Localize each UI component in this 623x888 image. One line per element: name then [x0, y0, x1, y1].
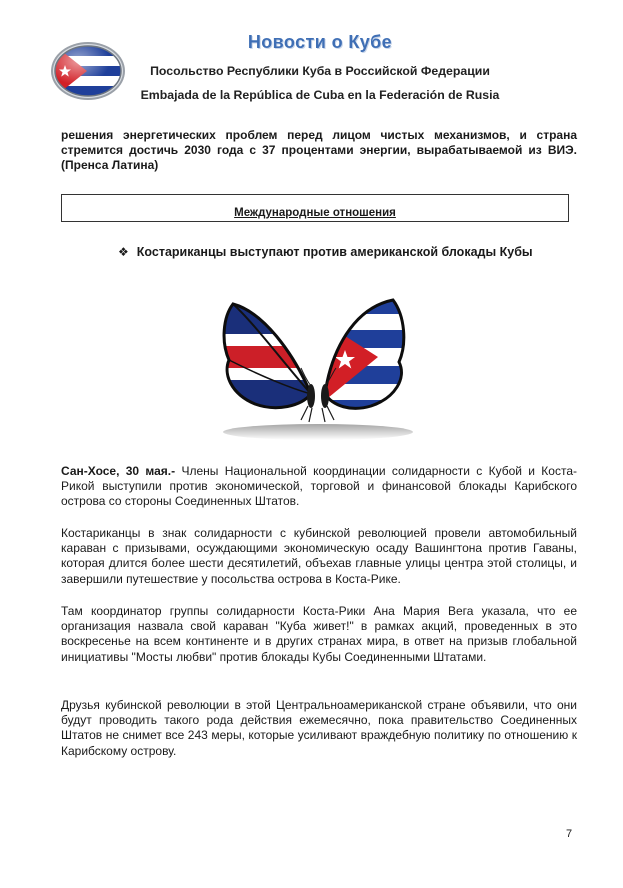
continuation-paragraph [61, 128, 577, 174]
article-paragraph-4: Друзья кубинской революции в этой Центральноамериканской стране объявили, что они будут проводить такого рода действия ежемесячно, пока правительство Соединенных Штатов не снимет все 243 меры, которые усиливают враждебную политику по отношению к Карибскому острову. [61, 698, 577, 758]
diamond-bullet-icon: ❖ [118, 245, 129, 259]
article-paragraph-1 [61, 464, 577, 510]
article-paragraph-3: Там координатор группы солидарности Коста-Рики Ана Мария Вега указала, что ее организация назвала свой караван "Куба живет!" в рамках акций, проведенных в это воскресенье на всем континенте и в других странах мира, в ответ на призыв глобальной инициативы "Мосты любви" против блокады Кубы Соединенными Штатами. [61, 604, 577, 664]
embassy-name-russian: Посольство Республики Куба в Российской Федерации [150, 64, 490, 78]
section-heading-box [61, 194, 569, 222]
continuation-source: (Пренса Латина) [61, 158, 159, 173]
cuba-flag-emblem-icon [49, 40, 127, 102]
continuation-text: решения энергетических проблем перед лицом чистых механизмов, и страна стремится достичь 2030 года с 37 процентами энергии, вырабатываемой из ВИЭ. [61, 128, 577, 158]
article-lead-text: Члены Национальной координации солидарности с Кубой и Коста-Рикой выступили против экономической, торговой и финансовой блокады Карибского острова со стороны Соединенных Штатов. [61, 464, 578, 509]
newsletter-title: Новости о Кубе [247, 32, 393, 52]
article-dateline: Сан-Хосе, 30 мая.- [61, 464, 176, 478]
article-title-text: Костариканцы выступают против американской блокады Кубы [136, 245, 533, 259]
costa-rica-cuba-butterflies-image [193, 282, 443, 448]
page-number: 7 [566, 828, 573, 840]
embassy-name-spanish: Embajada de la República de Cuba en la Federación de Rusia [140, 88, 500, 102]
article-paragraph-2: Костариканцы в знак солидарности с кубинской революцией провели автомобильный караван с призывами, осуждающими экономическую осаду Вашингтона против Гаваны, которая длится более шести десятилетий, объехав главные улицы центра этой столицы, и завершили путешествие у посольства острова в Коста-Рике. [61, 526, 577, 586]
article-title [118, 245, 578, 259]
section-heading: Международные отношения [234, 207, 396, 219]
